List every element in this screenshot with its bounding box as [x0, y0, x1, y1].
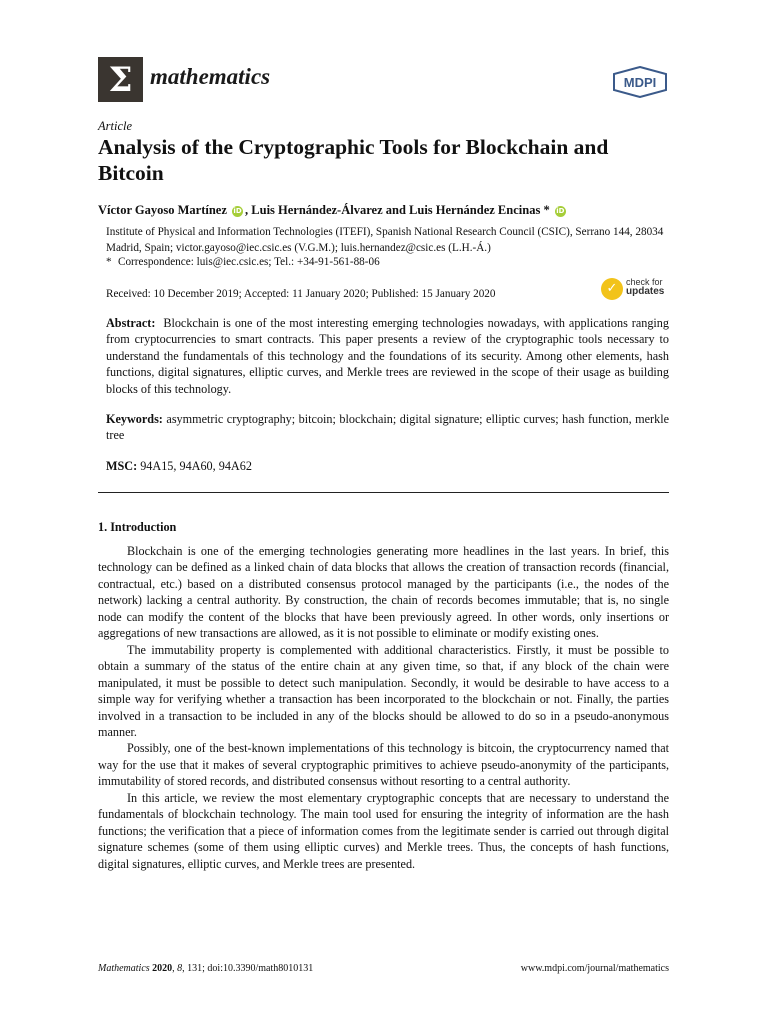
- author-1: Víctor Gayoso Martínez: [98, 203, 227, 217]
- mdpi-logo: [611, 66, 669, 98]
- orcid-icon[interactable]: iD: [556, 207, 565, 215]
- article-type: Article: [98, 119, 133, 133]
- keywords-label: Keywords:: [106, 412, 163, 426]
- footer-volume: 8: [177, 963, 183, 974]
- msc-codes: [106, 459, 252, 474]
- divider: [98, 492, 669, 493]
- correspondence: [106, 256, 380, 268]
- author-list: [98, 203, 568, 218]
- journal-url-link[interactable]: www.mdpi.com/journal/mathematics: [520, 963, 669, 974]
- mdpi-logo-text: MDPI: [623, 75, 657, 90]
- body-paragraph: In this article, we review the most elementary cryptographic concepts that are necessary to understand the fundamentals of blockchain technology. The main tool used for ensuring the integrity of information are the hash functions; the verification that a piece of information comes from the legitimate sender is carried out through digital signature schemes (some of them using elliptic curves) and Merkle trees. Thus, the concepts of hash functions, digital signatures, elliptic curves, and Merkle trees are presented.: [98, 790, 669, 871]
- orcid-icon[interactable]: iD: [233, 207, 242, 215]
- footer-journal: Mathematics: [98, 963, 150, 974]
- affiliation: Institute of Physical and Information Technologies (ITEFI), Spanish National Research Council (CSIC), Serrano 144, 28034 Madrid, Spain; victor.gayoso@iec.csic.es (V.G.M.); luis.hernandez@csic.es (L.H.-Á.): [106, 226, 664, 254]
- journal-name: mathematics: [150, 64, 271, 89]
- keywords-text: asymmetric cryptography; bitcoin; blockchain; digital signature; elliptic curves; hash function, merkle tree: [106, 412, 670, 443]
- msc-label: MSC:: [106, 459, 138, 473]
- check-updates-badge[interactable]: [601, 276, 673, 304]
- section-body: [98, 543, 669, 872]
- body-paragraph: Blockchain is one of the emerging technologies generating more headlines in the last years. In brief, this technology can be defined as a linked chain of data blocks that allows the creation of transaction records (financial, contractual, etc.) based on a distributed consensus protocol managed by the participants (i.e., the nodes of the network) lacking a central authority. By construction, the chain of records becomes immutable; that is, no single node can modify the content of the blocks that have been previously agreed. In other words, only insertions or aggregations of new transactions are allowed, as it is not possible to eliminate or modify existing ones.: [98, 544, 669, 641]
- abstract-text: Blockchain is one of the most interesting emerging technologies nowadays, with applications ranging from cryptocurrencies to smart contracts. This paper presents a review of the cryptographic tools necessary to understand the fundamentals of this technology and the foundations of its security. Among other elements, hash functions, digital signatures, elliptic curves, and Merkle trees are reviewed in the scope of their usage as building blocks of this technology.: [106, 316, 669, 396]
- citation-footer: Mathematics 2020, 8, 131; doi:10.3390/math8010131: [98, 963, 314, 974]
- check-updates-icon: ✓: [601, 278, 623, 300]
- msc-text: 94A15, 94A60, 94A62: [140, 459, 252, 473]
- journal-logo: [98, 57, 143, 102]
- check-updates-line2: updates: [626, 286, 665, 297]
- publication-dates: Received: 10 December 2019; Accepted: 11 January 2020; Published: 15 January 2020: [106, 288, 496, 300]
- check-updates-text: [626, 277, 664, 297]
- body-paragraph: Possibly, one of the best-known implementations of this technology is bitcoin, the cryptocurrency named that way for the use that it makes of several cryptographic primitives to achieve pseudo-anonymity of the participants, immutability of stored records, and distributed consensus without resorting to a central authority.: [98, 741, 669, 789]
- paper-title: Analysis of the Cryptographic Tools for Blockchain and Bitcoin: [98, 135, 609, 185]
- footer-doi: , 131; doi:10.3390/math8010131: [182, 963, 314, 974]
- correspondence-marker: *: [106, 256, 112, 268]
- body-paragraph: The immutability property is complemented with additional characteristics. Firstly, it must be possible to obtain a summary of the status of the entire chain at any given time, so that, if any block of the chain were manipulated, it must be possible to detect such manipulation. Secondly, it would be desirable to have access to a simple way for verifying whether a transaction has been incorporated to the blockchain or not. Finally, the parties involved in a transaction to be included in any of the blocks should be allowed to do so in a pseudo-anonymous manner.: [98, 642, 669, 739]
- abstract-label: Abstract:: [106, 316, 156, 330]
- abstract: [106, 315, 669, 397]
- check-updates-line1: check for: [626, 277, 663, 287]
- sigma-logo-icon: Σ: [108, 59, 133, 100]
- author-others: , Luis Hernández-Álvarez and Luis Hernández Encinas *: [245, 203, 550, 217]
- keywords: [106, 411, 669, 444]
- correspondence-text: Correspondence: luis@iec.csic.es; Tel.: +34-91-561-88-06: [118, 256, 380, 268]
- section-heading: 1. Introduction: [98, 520, 177, 534]
- footer-year: 2020: [152, 963, 173, 974]
